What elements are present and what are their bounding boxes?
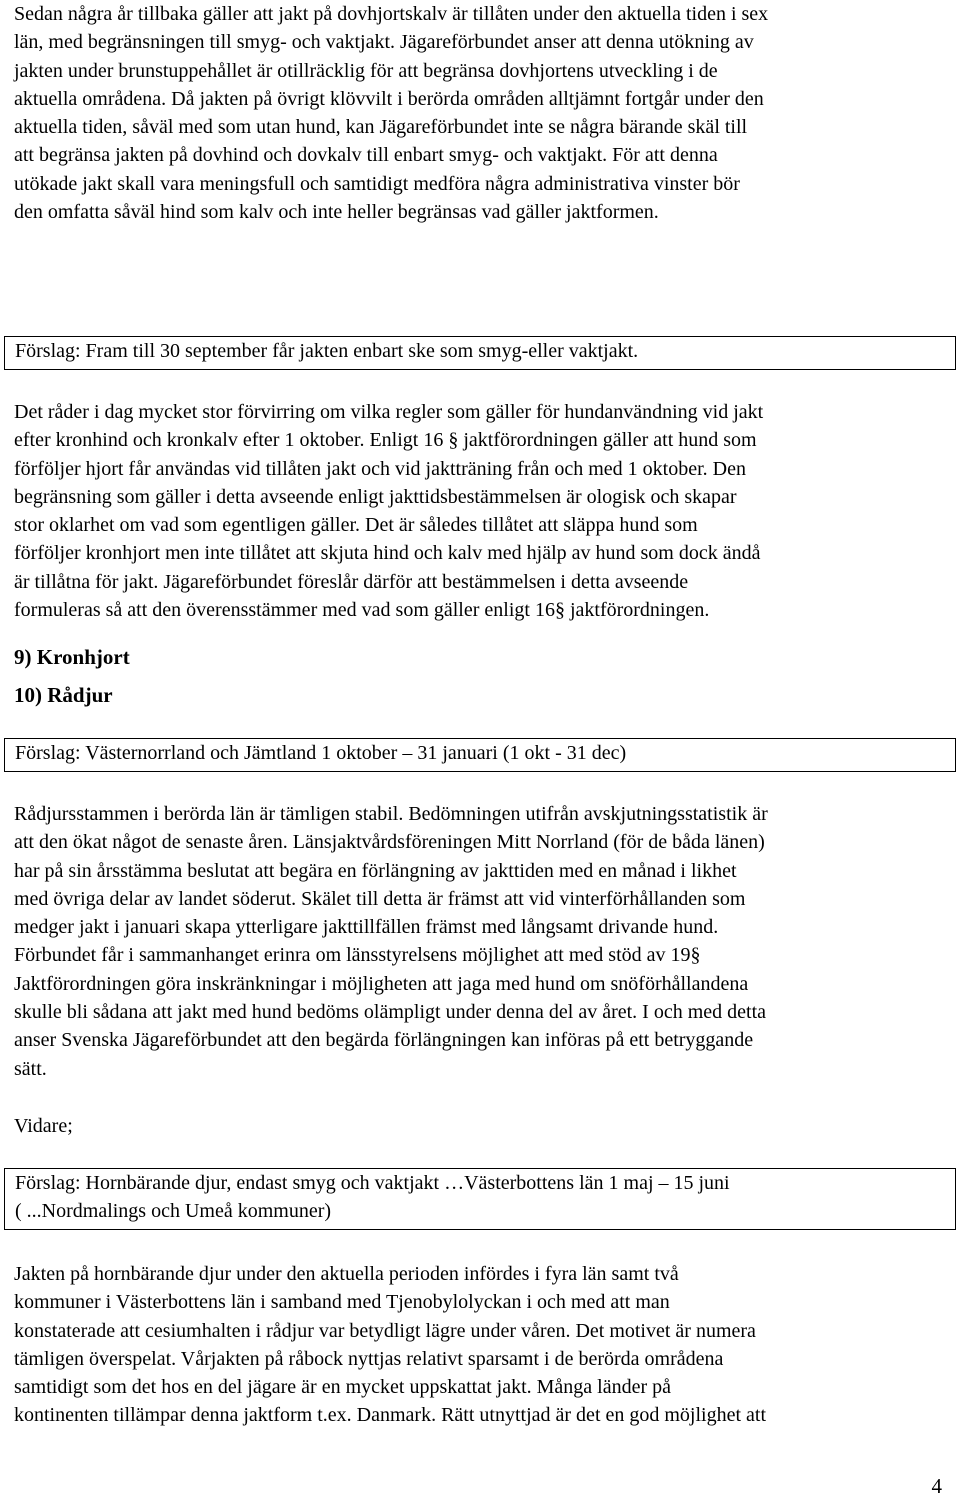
paragraph-hornbarande xyxy=(14,1260,954,1430)
proposal-box-hornbarande xyxy=(4,1168,956,1230)
page-number: 4 xyxy=(931,1474,942,1498)
text-line: är tillåtna för jakt. Jägareförbundet föreslår därför att bestämmelsen i detta avseende xyxy=(14,570,689,593)
proposal-text: ( ...Nordmalings och Umeå kommuner) xyxy=(15,1200,332,1223)
proposal-text: Förslag: Hornbärande djur, endast smyg och vaktjakt …Västerbottens län 1 maj – 15 juni xyxy=(15,1172,730,1194)
proposal-text: Förslag: Västernorrland och Jämtland 1 oktober – 31 januari (1 okt - 31 dec) xyxy=(15,742,627,764)
proposal-text: Förslag: Fram till 30 september får jakten enbart ske som smyg-eller vaktjakt. xyxy=(15,340,639,362)
text-line: formuleras så att den överensstämmer med vad som gäller enligt 16§ jaktförordningen. xyxy=(14,599,710,622)
text-line: skulle bli sådana att jakt med hund bedöms olämpligt under denna del av året. I och med detta xyxy=(14,1001,767,1024)
text-line: samtidigt som det hos en del jägare är en mycket uppskattat jakt. Många länder på xyxy=(14,1376,672,1399)
text-line: aktuella tiden, såväl med som utan hund, kan Jägareförbundet inte se några bärande skäl till xyxy=(14,116,748,139)
text-line: aktuella områdena. Då jakten på övrigt klövvilt i berörda områden alltjämnt fortgår under den xyxy=(14,87,764,110)
paragraph-radjur xyxy=(14,800,954,1083)
text-line: sätt. xyxy=(14,1057,47,1080)
proposal-box-radjur xyxy=(4,738,956,772)
text-line: medger jakt i januari skapa ytterligare jakttillfällen främst med långsamt drivande hund. xyxy=(14,916,719,939)
paragraph-dovhjort xyxy=(14,0,954,226)
text-line: Jaktförordningen göra inskränkningar i möjligheten att jaga med hund om snöförhållandena xyxy=(14,972,749,995)
text-line: begränsning som gäller i detta avseende enligt jakttidsbestämmelsen är ologisk och skapar xyxy=(14,485,737,508)
text-line: utökade jakt skall vara meningsfull och samtidigt medföra några administrativa vinster bör xyxy=(14,172,740,195)
text-line: kontinenten tillämpar denna jaktform t.ex. Danmark. Rätt utnyttjad är det en god möjlighet att xyxy=(14,1404,767,1427)
text-line: Förbundet får i sammanhanget erinra om länsstyrelsens möjlighet att med stöd av 19§ xyxy=(14,944,701,967)
proposal-box-kronhjort xyxy=(4,336,956,370)
section-heading-radjur: 10) Rådjur xyxy=(14,683,113,707)
text-line: förföljer kronhjort men inte tillåtet att skjuta hind och kalv med hjälp av hund som dock ändå xyxy=(14,542,761,565)
text-line: med övriga delar av landet söderut. Skälet till detta är främst att vid vinterförhållanden som xyxy=(14,887,746,910)
paragraph-kronhjort xyxy=(14,398,954,624)
text-line: Det råder i dag mycket stor förvirring om vilka regler som gäller för hundanvändning vid jakt xyxy=(14,401,764,423)
text-line: den omfatta såväl hind som kalv och inte heller begränsas vad gäller jaktformen. xyxy=(14,201,659,224)
text-line: Vidare; xyxy=(14,1115,73,1137)
text-line: tämligen överspelat. Vårjakten på råbock nyttjas relativt sparsamt i de berörda områdena xyxy=(14,1347,724,1370)
text-line: län, med begränsningen till smyg- och vaktjakt. Jägareförbundet anser att denna utökning av xyxy=(14,31,754,54)
text-line: efter kronhind och kronkalv efter 1 oktober. Enligt 16 § jaktförordningen gäller att hund som xyxy=(14,429,757,452)
text-line: att den ökat något de senaste åren. Länsjaktvårdsföreningen Mitt Norrland (för de båda länen) xyxy=(14,831,765,854)
text-line: Sedan några år tillbaka gäller att jakt på dovhjortskalv är tillåten under den aktuella tiden i sex xyxy=(14,3,769,25)
text-line: att begränsa jakten på dovhind och dovkalv till enbart smyg- och vaktjakt. För att denna xyxy=(14,144,718,167)
text-line: Jakten på hornbärande djur under den aktuella perioden infördes i fyra län samt två xyxy=(14,1263,679,1285)
text-line: anser Svenska Jägareförbundet att den begärda förlängningen kan införas på ett betryggande xyxy=(14,1029,754,1052)
text-line: stor oklarhet om vad som egentligen gäller. Det är således tillåtet att släppa hund som xyxy=(14,514,698,537)
text-line: konstaterade att cesiumhalten i rådjur var betydligt lägre under våren. Det motivet är numera xyxy=(14,1319,756,1342)
paragraph-vidare xyxy=(14,1112,954,1140)
section-heading-kronhjort: 9) Kronhjort xyxy=(14,645,130,669)
text-line: förföljer hjort får användas vid tillåten jakt och vid jaktträning från och med 1 oktober. Den xyxy=(14,457,746,480)
text-line: jakten under brunstuppehållet är otillräcklig för att begränsa dovhjortens utveckling i de xyxy=(14,59,718,82)
text-line: Rådjursstammen i berörda län är tämligen stabil. Bedömningen utifrån avskjutningsstatistik är xyxy=(14,803,768,825)
text-line: kommuner i Västerbottens län i samband med Tjenobylolyckan i och med att man xyxy=(14,1291,670,1314)
text-line: har på sin årsstämma beslutat att begära en förlängning av jakttiden med en månad i likhet xyxy=(14,859,737,882)
